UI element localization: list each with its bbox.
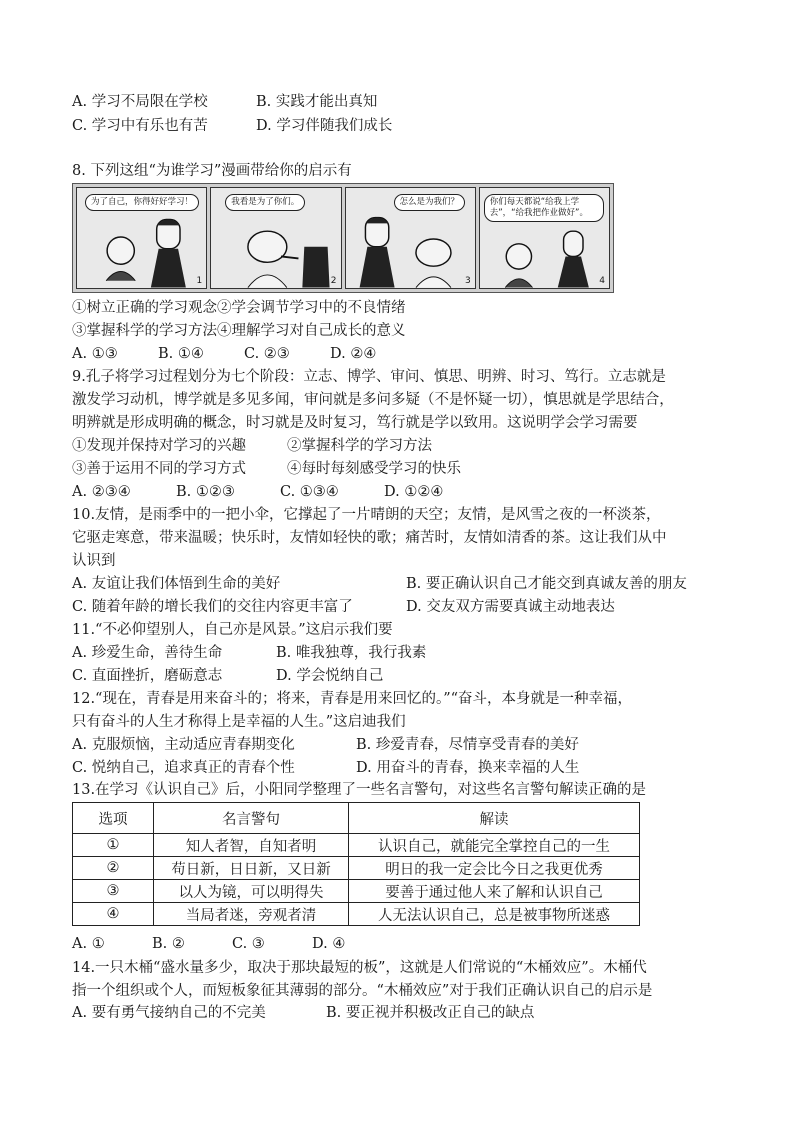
comic-panel-4 (479, 187, 610, 289)
q8-option-b: B. ①④ (158, 346, 204, 362)
q11-option-c: C. 直面挫折，磨砺意志 (72, 668, 223, 684)
q11-options-row2 (72, 666, 383, 686)
q13-option-a: A. ① (72, 936, 105, 952)
q14-option-b: B. 要正视并积极改正自己的缺点 (326, 1005, 535, 1021)
q10-option-a: A. 友谊让我们体悟到生命的美好 (72, 576, 281, 592)
q9-option-d: D. ①②④ (384, 484, 444, 500)
comic-bubble-2: 我看是为了你们。 (225, 194, 305, 211)
q8-stem: 8. 下列这组“为谁学习”漫画带给你的启示有 (72, 163, 352, 179)
q7-options-row1 (72, 92, 377, 112)
q9-options (72, 482, 443, 502)
comic-bubble-4: 你们每天都说“给我上学去”，“给我把作业做好”。 (484, 194, 604, 222)
table-cell-interpretation: 明日的我一定会比今日之我更优秀 (349, 857, 640, 880)
q10-option-d: D. 交友双方需要真诚主动地表达 (406, 599, 615, 615)
q10-option-c: C. 随着年龄的增长我们的交往内容更丰富了 (72, 599, 353, 615)
table-cell-option: ④ (73, 903, 154, 926)
q11-options-row1 (72, 643, 426, 663)
table-row (73, 880, 640, 903)
q8-options (72, 344, 376, 364)
table-cell-quote: 苟日新，日日新，又日新 (154, 857, 349, 880)
comic-figures-2 (211, 188, 340, 288)
q7-option-a: A. 学习不局限在学校 (72, 94, 208, 110)
q12-option-d: D. 用奋斗的青春，换来幸福的人生 (356, 760, 580, 776)
comic-strip (72, 183, 614, 293)
q12-line1: 12.“现在，青春是用来奋斗的；将来，青春是用来回忆的。”“奋斗，本身就是一种幸福， (72, 691, 633, 707)
q12-line2: 只有奋斗的人生才称得上是幸福的人生。”这启迪我们 (72, 714, 406, 730)
q14-option-a: A. 要有勇气接纳自己的不完美 (72, 1005, 266, 1021)
table-row (73, 834, 640, 857)
q10-options-row2 (72, 597, 615, 617)
comic-figures-1 (77, 188, 206, 288)
comic-panel-1 (76, 187, 207, 289)
q7-option-b: B. 实践才能出真知 (256, 94, 378, 110)
q14-options (72, 1003, 534, 1023)
q11-option-b: B. 唯我独尊，我行我素 (276, 645, 427, 661)
q9-item-1: ①发现并保持对学习的兴趣 (72, 438, 246, 454)
comic-panel-2 (210, 187, 341, 289)
q8-item-line2: ③掌握科学的学习方法④理解学习对自己成长的意义 (72, 323, 406, 339)
q9-item-2: ②掌握科学的学习方法 (287, 438, 432, 454)
comic-figures-4 (480, 188, 609, 288)
q9-option-c: C. ①③④ (280, 484, 339, 500)
q12-options-row1 (72, 735, 579, 755)
q9-item-4: ④每时每刻感受学习的快乐 (287, 461, 461, 477)
q12-option-a: A. 克服烦恼，主动适应青春期变化 (72, 737, 295, 753)
q9-option-a: A. ②③④ (72, 484, 131, 500)
q13-options (72, 934, 345, 954)
q12-options-row2 (72, 758, 579, 778)
table-cell-option: ③ (73, 880, 154, 903)
q13-option-d: D. ④ (312, 936, 346, 952)
table-cell-option: ① (73, 834, 154, 857)
quotes-table (72, 802, 640, 926)
q12-option-c: C. 悦纳自己，追求真正的青春个性 (72, 760, 295, 776)
q13-option-c: C. ③ (232, 936, 265, 952)
table-cell-quote: 以人为镜，可以明得失 (154, 880, 349, 903)
q8-option-a: A. ①③ (72, 346, 118, 362)
q9-line3: 明辨就是形成明确的概念，时习就是及时复习，笃行就是学以致用。这说明学会学习需要 (72, 415, 638, 431)
q8-option-d: D. ②④ (330, 346, 377, 362)
q10-line2: 它驱走寒意，带来温暖；快乐时，友情如轻快的歌；痛苦时，友情如清香的茶。这让我们从中 (72, 530, 667, 546)
q8-item-line1: ①树立正确的学习观念②学会调节学习中的不良情绪 (72, 300, 406, 316)
q9-line2: 激发学习动机，博学就是多见多闻，审问就是多问多疑（不是怀疑一切），慎思就是学思结合， (72, 392, 674, 408)
comic-panel-number-3: 3 (465, 276, 471, 286)
q11-option-a: A. 珍爱生命，善待生命 (72, 645, 223, 661)
q10-option-b: B. 要正确认识自己才能交到真诚友善的朋友 (406, 576, 687, 592)
q13-stem: 13.在学习《认识自己》后，小阳同学整理了一些名言警句，对这些名言警句解读正确的是 (72, 782, 647, 798)
q10-options-row1 (72, 574, 687, 594)
table-header-interpretation: 解读 (349, 803, 640, 834)
comic-bubble-3: 怎么是为我们？ (394, 194, 466, 211)
comic-figures-3 (346, 188, 475, 288)
q8-option-c: C. ②③ (244, 346, 290, 362)
q10-line1: 10.友情，是雨季中的一把小伞，它撑起了一片晴朗的天空；友情，是风雪之夜的一杯淡茶， (72, 507, 661, 523)
comic-panel-3 (345, 187, 476, 289)
q9-items-row1 (72, 436, 432, 456)
comic-panel-number-1: 1 (196, 276, 203, 286)
q7-option-d: D. 学习伴随我们成长 (256, 118, 393, 134)
q11-option-d: D. 学会悦纳自己 (276, 668, 384, 684)
table-cell-quote: 知人者智，自知者明 (154, 834, 349, 857)
table-row (73, 857, 640, 880)
q9-items-row2 (72, 459, 461, 479)
comic-panel-number-4: 4 (599, 276, 605, 286)
table-cell-interpretation: 要善于通过他人来了解和认识自己 (349, 880, 640, 903)
q14-line2: 指一个组织或个人，而短板象征其薄弱的部分。“木桶效应”对于我们正确认识自己的启示是 (72, 983, 653, 999)
table-header-row (73, 803, 640, 834)
table-cell-interpretation: 认识自己，就能完全掌控自己的一生 (349, 834, 640, 857)
q7-option-c: C. 学习中有乐也有苦 (72, 118, 208, 134)
q7-options-row2 (72, 116, 392, 136)
table-cell-interpretation: 人无法认识自己，总是被事物所迷惑 (349, 903, 640, 926)
q9-line1: 9.孔子将学习过程划分为七个阶段：立志、博学、审问、慎思、明辨、时习、笃行。立志就是 (72, 369, 666, 385)
q10-line3: 认识到 (72, 553, 116, 569)
table-header-option: 选项 (73, 803, 154, 834)
table-cell-option: ② (73, 857, 154, 880)
comic-bubble-1: 为了自己，你得好好学习！ (85, 194, 199, 211)
comic-panel-number-2: 2 (330, 276, 337, 286)
q12-option-b: B. 珍爱青春，尽情享受青春的美好 (356, 737, 579, 753)
q13-option-b: B. ② (152, 936, 185, 952)
table-header-quote: 名言警句 (154, 803, 349, 834)
q11-stem: 11.“不必仰望别人，自己亦是风景。”这启示我们要 (72, 622, 393, 638)
q9-option-b: B. ①②③ (176, 484, 235, 500)
table-row (73, 903, 640, 926)
q14-line1: 14.一只木桶“盛水量多少，取决于那块最短的板”，这就是人们常说的“木桶效应”。木桶代 (72, 960, 647, 976)
q9-item-3: ③善于运用不同的学习方式 (72, 461, 246, 477)
table-cell-quote: 当局者迷，旁观者清 (154, 903, 349, 926)
